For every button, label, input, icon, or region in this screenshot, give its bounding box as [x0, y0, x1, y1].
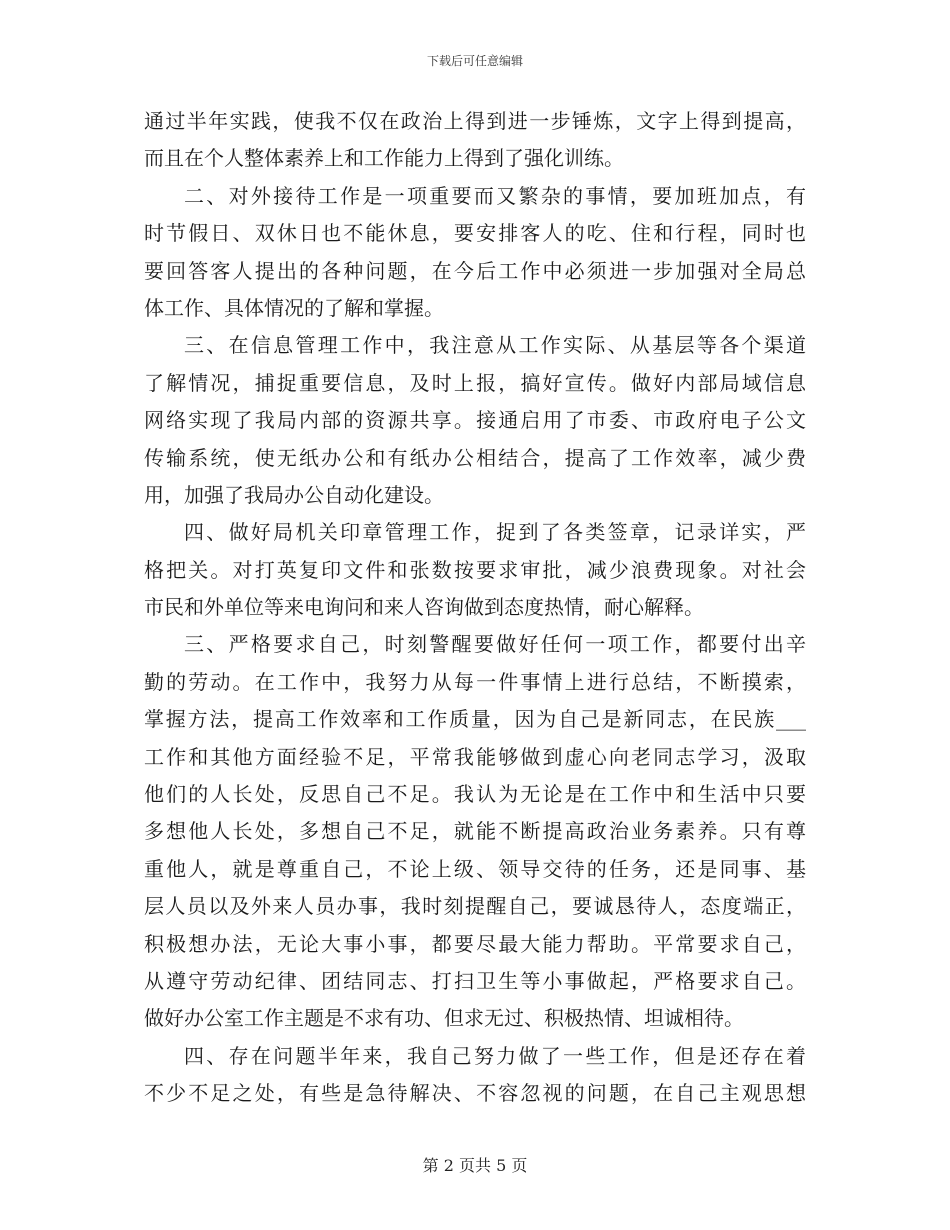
text-line: 多想他人长处，多想自己不足，就能不断提高政治业务素养。只有尊 [144, 819, 806, 844]
text-line: 四、存在问题半年来，我自己努力做了一些工作，但是还存在着 [184, 1043, 806, 1068]
text-line: 传输系统，使无纸办公和有纸办公相结合，提高了工作效率，减少费 [144, 445, 806, 470]
text-line: 体工作、具体情况的了解和掌握。 [144, 295, 444, 320]
text-line: 勤的劳动。在工作中，我努力从每一件事情上进行总结，不断摸索， [144, 669, 806, 694]
text-line: 掌握方法，提高工作效率和工作质量，因为自己是新同志，在民族___ [144, 707, 806, 732]
document-body [144, 103, 806, 1113]
text-line: 要回答客人提出的各种问题，在今后工作中必须进一步加强对全局总 [144, 258, 806, 283]
text-line: 市民和外单位等来电询问和来人咨询做到态度热情，耐心解释。 [144, 595, 704, 620]
text-line: 而且在个人整体素养上和工作能力上得到了强化训练。 [144, 146, 624, 171]
text-line: 他们的人长处，反思自己不足。我认为无论是在工作中和生活中只要 [144, 782, 806, 807]
page-header: 下载后可任意编辑 [426, 54, 523, 68]
text-line: 了解情况，捕捉重要信息，及时上报，搞好宣传。做好内部局域信息 [144, 370, 806, 395]
text-line: 时节假日、双休日也不能休息，要安排客人的吃、住和行程，同时也 [144, 221, 806, 246]
text-line: 网络实现了我局内部的资源共享。接通启用了市委、市政府电子公文 [144, 408, 806, 433]
text-line: 通过半年实践，使我不仅在政治上得到进一步锤炼，文字上得到提高， [144, 109, 806, 133]
text-line: 积极想办法，无论大事小事，都要尽最大能力帮助。平常要求自己， [144, 931, 806, 956]
text-line: 层人员以及外来人员办事，我时刻提醒自己，要诚恳待人，态度端正， [144, 894, 806, 919]
text-line: 从遵守劳动纪律、团结同志、打扫卫生等小事做起，严格要求自己。 [144, 968, 806, 993]
text-line: 三、在信息管理工作中，我注意从工作实际、从基层等各个渠道 [184, 333, 806, 358]
text-line: 用，加强了我局办公自动化建设。 [144, 482, 444, 507]
text-line: 三、严格要求自己，时刻警醒要做好任何一项工作，都要付出辛 [184, 632, 806, 657]
text-line: 不少不足之处，有些是急待解决、不容忽视的问题，在自己主观思想 [144, 1081, 806, 1106]
text-line: 工作和其他方面经验不足，平常我能够做到虚心向老同志学习，汲取 [144, 744, 806, 769]
page-number: 第 2 页共 5 页 [422, 1156, 528, 1175]
text-line: 做好办公室工作主题是不求有功、但求无过、积极热情、坦诚相待。 [144, 1006, 744, 1031]
text-line: 重他人，就是尊重自己，不论上级、领导交待的任务，还是同事、基 [144, 856, 806, 881]
text-line: 格把关。对打英复印文件和张数按要求审批，减少浪费现象。对社会 [144, 557, 806, 582]
text-line: 二、对外接待工作是一项重要而又繁杂的事情，要加班加点，有 [184, 183, 806, 208]
text-line: 四、做好局机关印章管理工作，捉到了各类签章，记录详实，严 [184, 520, 806, 545]
